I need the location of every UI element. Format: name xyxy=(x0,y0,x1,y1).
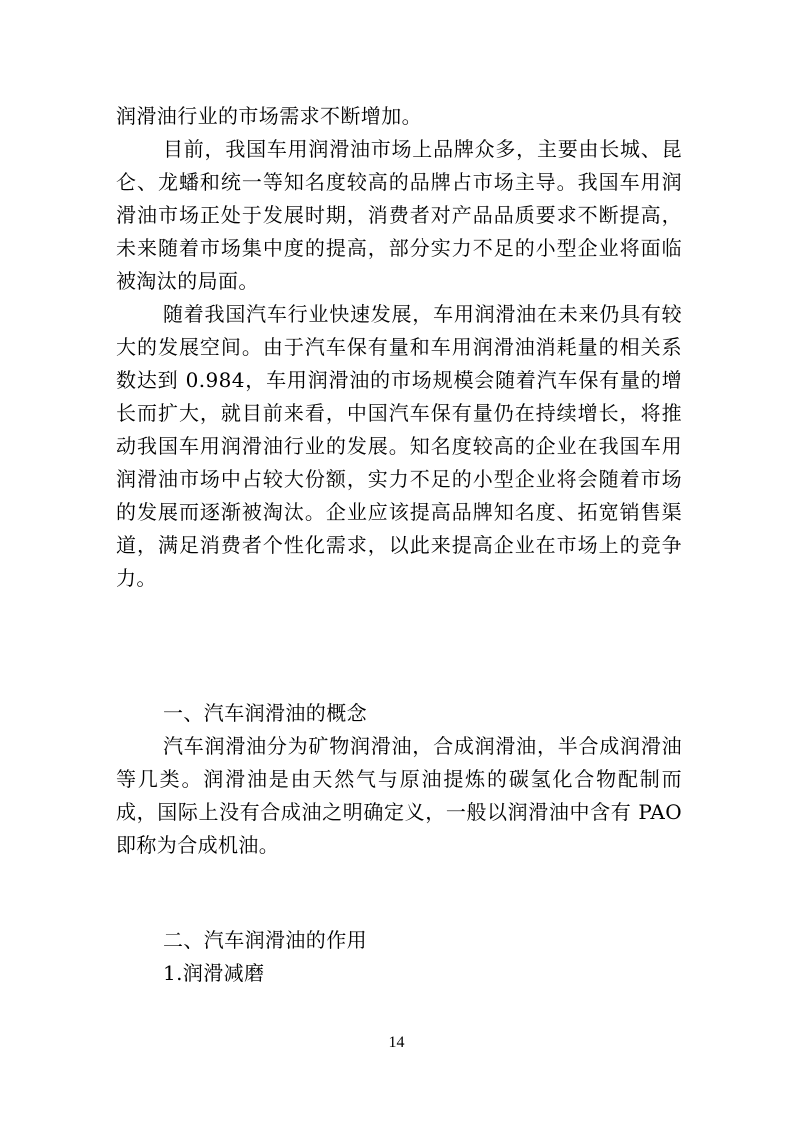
paragraph-development: 随着我国汽车行业快速发展，车用润滑油在未来仍具有较大的发展空间。由于汽车保有量和车用润滑油消耗量的相关系数达到 0.984，车用润滑油的市场规模会随着汽车保有量的增长而扩大，就目前来看，中国汽车保有量仍在持续增长，将推动我国车用润滑油行业的发展。知名度较高的企业在我国车用润滑油市场中占较大份额，实力不足的小型企业将会随着市场的发展而逐渐被淘汰。企业应该提高品牌知名度、拓宽销售渠道，满足消费者个性化需求，以此来提高企业在市场上的竞争力。 xyxy=(116,302,682,590)
section-heading-function: 二、汽车润滑油的作用 xyxy=(163,928,367,952)
subheading-lubrication: 1.润滑减磨 xyxy=(163,961,265,985)
paragraph-concept: 汽车润滑油分为矿物润滑油，合成润滑油，半合成润滑油等几类。润滑油是由天然气与原油提炼的碳氢化合物配制而成，国际上没有合成油之明确定义，一般以润滑油中含有 PAO 即称为合成机油。 xyxy=(116,734,682,857)
intro-text xyxy=(116,100,682,595)
section-heading-concept: 一、汽车润滑油的概念 xyxy=(163,701,367,725)
paragraph-brands: 目前，我国车用润滑油市场上品牌众多，主要由长城、昆仑、龙蟠和统一等知名度较高的品牌占市场主导。我国车用润滑油市场正处于发展时期，消费者对产品品质要求不断提高，未来随着市场集中度的提高，部分实力不足的小型企业将面临被淘汰的局面。 xyxy=(116,137,682,293)
section-function xyxy=(116,924,682,990)
page-number: 14 xyxy=(388,1034,405,1051)
section-concept xyxy=(116,697,682,862)
paragraph-continuation: 润滑油行业的市场需求不断增加。 xyxy=(116,104,422,128)
